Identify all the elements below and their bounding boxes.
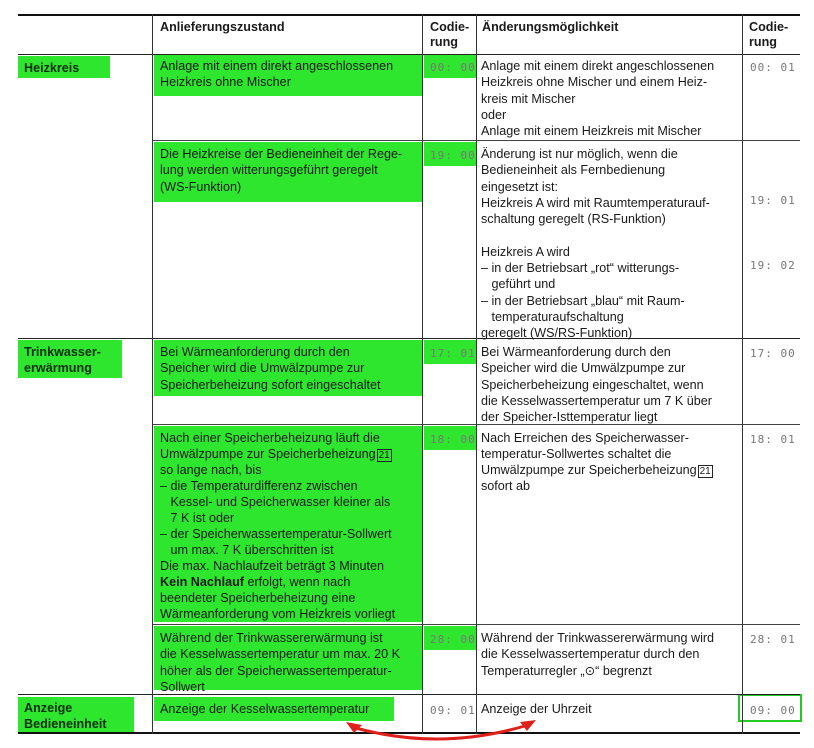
header-code2: Codie- rung	[749, 20, 789, 49]
row4-change-line3-text: Umwälzpumpe zur Speicherbeheizung	[481, 463, 697, 477]
row3-code1: 17: 01	[430, 347, 476, 360]
row4-change-ref: 21	[699, 466, 711, 477]
row3-state: Bei Wärmeanforderung durch den Speicher wird die Umwälzpumpe zur Speicherbeheizung sofort eingeschaltet	[160, 345, 381, 392]
row4-state-line5: Kessel- und Speicherwasser kleiner als	[160, 495, 391, 509]
row4-state-line3: so lange nach, bis	[160, 463, 262, 477]
header-state: Anlieferungszustand	[160, 20, 285, 34]
row2-code1: 19: 00	[430, 149, 476, 162]
row4-change-line2: temperatur-Sollwertes schaltet die	[481, 447, 672, 461]
row3-change: Bei Wärmeanforderung durch den Speicher wird die Umwälzpumpe zur Speicherbeheizung eingeschaltet, wenn die Kesselwassertemperatur um 7 K über der Speicher-Isttemperatur liegt	[481, 345, 712, 425]
row6-state: Anzeige der Kesselwassertemperatur	[160, 702, 370, 716]
row4-code1: 18: 00	[430, 433, 476, 446]
row1-state: Anlage mit einem direkt angeschlossenen Heizkreis ohne Mischer	[160, 59, 394, 90]
row2-code2b: 19: 02	[750, 259, 796, 272]
row5-state: Während der Trinkwassererwärmung ist die Kesselwassertemperatur um max. 20 K höher als der Speicherwassertemperatur- Sollwert	[160, 631, 401, 694]
row4-state-line7: – der Speicherwassertemperatur-Sollwert	[160, 527, 392, 541]
row4-ref: 21	[378, 450, 390, 461]
row1-code1: 00: 00	[430, 61, 476, 74]
row4-state-after-bold: erfolgt, wenn nach	[243, 575, 351, 589]
row6-code2: 09: 00	[750, 704, 796, 717]
row4-state-line4: – die Temperaturdifferenz zwischen	[160, 479, 358, 493]
header-change: Änderungsmöglichkeit	[482, 20, 619, 34]
section-heizkreis: Heizkreis	[24, 61, 80, 75]
row1-change: Anlage mit einem direkt angeschlossenen Heizkreis ohne Mischer und einem Heiz- kreis mit Mischer oder Anlage mit einem Heizkreis mit Mischer	[481, 59, 715, 139]
header-code1: Codie- rung	[430, 20, 470, 49]
row4-state-line6: 7 K ist oder	[160, 511, 235, 525]
row4-state-tail: beendeter Speicherbeheizung eine Wärmeanforderung vom Heizkreis vorliegt	[160, 591, 396, 622]
row5-change: Während der Trinkwassererwärmung wird die Kesselwassertemperatur durch den Temperaturregler „⊙“ begrenzt	[481, 631, 715, 678]
row3-code2: 17: 00	[750, 347, 796, 360]
row4-state-line1: Nach einer Speicherbeheizung läuft die	[160, 431, 380, 445]
row6-change: Anzeige der Uhrzeit	[481, 702, 592, 716]
row4-state-line9: Die max. Nachlaufzeit beträgt 3 Minuten	[160, 559, 385, 573]
row2-change: Änderung ist nur möglich, wenn die Bedieneinheit als Fernbedienung eingesetzt ist: Heizkreis A wird mit Raumtemperaturauf- schaltung geregelt (RS-Funktion) Heizkreis A wird – in der Betriebsart „rot“ witterungs- geführt und – in der Betriebsart „blau“ mit Raum- temperaturaufschaltung geregelt (WS/RS-Funktion)	[481, 147, 710, 341]
row4-code2: 18: 01	[750, 433, 796, 446]
row4-change-line1: Nach Erreichen des Speicherwasser-	[481, 431, 689, 445]
row4-state-line2-text: Umwälzpumpe zur Speicherbeheizung	[160, 447, 376, 461]
row2-state: Die Heizkreise der Bedieneinheit der Rege- lung werden witterungsgeführt geregelt (WS-Funktion)	[160, 147, 403, 194]
section-trinkwasser: Trinkwasser- erwärmung	[24, 345, 102, 376]
row6-code1: 09: 01	[430, 704, 476, 717]
section-anzeige: Anzeige Bedieneinheit	[24, 701, 107, 732]
row4-state-line8: um max. 7 K überschritten ist	[160, 543, 334, 557]
row5-code1: 28: 00	[430, 633, 476, 646]
row4-state-bold: Kein Nachlauf	[160, 575, 244, 589]
row4-change-line4: sofort ab	[481, 479, 531, 493]
row2-code2a: 19: 01	[750, 194, 796, 207]
row1-code2: 00: 01	[750, 61, 796, 74]
row5-code2: 28: 01	[750, 633, 796, 646]
